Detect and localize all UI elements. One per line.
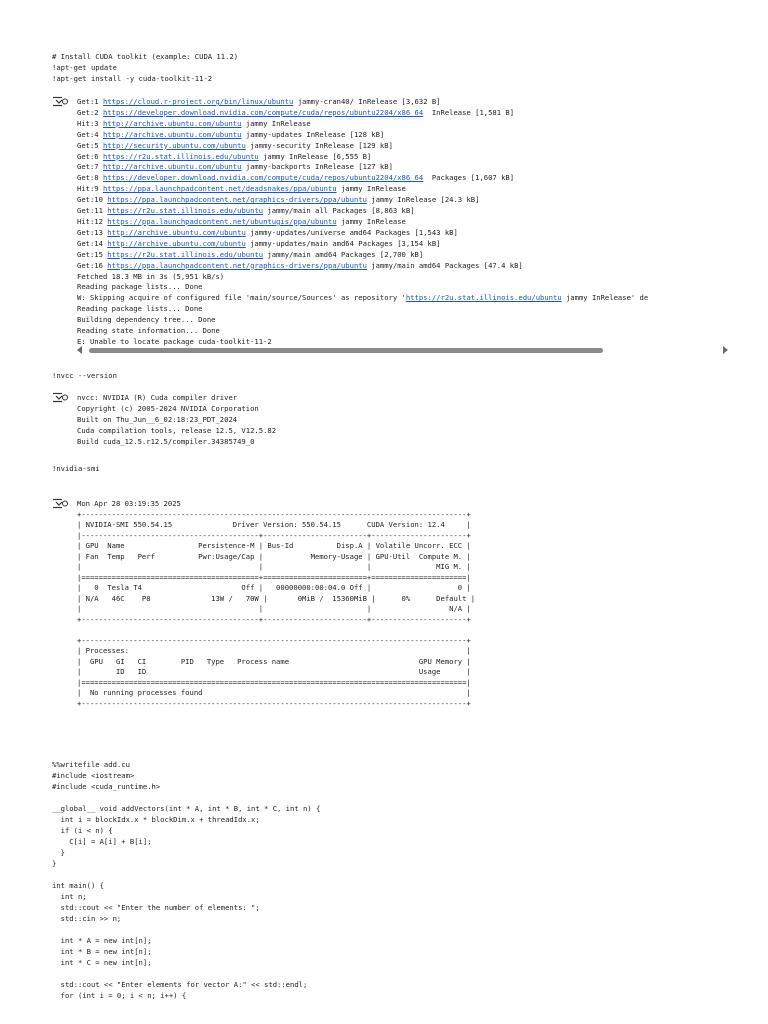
output-line-text: Get:16 bbox=[77, 260, 108, 270]
output-line-text: Get:15 bbox=[77, 249, 108, 259]
output-line-text: E: Unable to locate package cuda-toolkit-11-2 bbox=[77, 336, 272, 346]
output-text: nvcc: NVIDIA (R) Cuda compiler driver Copyright (c) 2005-2024 NVIDIA Corporation Built on Thu_Jun__6_02:18:23_PDT_2024 Cuda compilation tools, release 12.5, V12.5.82 Build cuda_12.5.r12.5/compiler.34385749_0 bbox=[77, 393, 277, 446]
output-line bbox=[77, 141, 648, 152]
output-line bbox=[77, 108, 648, 119]
output-line bbox=[77, 304, 648, 315]
output-horizontal-scrollbar[interactable] bbox=[77, 345, 728, 355]
output-line-text: jammy InRelease [24.3 kB] bbox=[366, 195, 480, 205]
output-line-text: Get:1 bbox=[77, 97, 103, 106]
output-line-link[interactable]: http://archive.ubuntu.com/ubuntu bbox=[102, 129, 242, 139]
output-line-link[interactable]: https://ppa.launchpadcontent.net/deadsnakes/ppa/ubuntu bbox=[102, 184, 337, 194]
nvidia-smi-table: Mon Apr 28 03:19:35 2025 +-----------------------------------------------------------------------------------------+ | NVIDIA-SMI 550.54.15 Driver Version: 550.54.15 CUDA Version: 12.4 | |-----------------------------------------+------------------------+----------------------+ | GPU Name Persistence-M | Bus-Id Disp.A | Volatile Uncorr. ECC | | Fan Temp Perf Pwr:Usage/Cap | Memory-Usage | GPU-Util Compute M. | | | | MIG M. | |=========================================+========================+======================| | 0 Tesla T4 Off | 00000000:00:04.0 Off | 0 | | N/A 46C P8 13W / 70W | 0MiB / 15360MiB | 0% Default | | | | N/A | +-----------------------------------------+------------------------+----------------------+ +-----------------------------------------------------------------------------------------+ | Processes: | | GPU GI CI PID Type Process name GPU Memory | | ID ID Usage | |=========================================================================================| | No running processes found | +-----------------------------------------------------------------------------------------+ bbox=[77, 499, 476, 708]
output-line-link[interactable]: http://security.ubuntu.com/ubuntu bbox=[102, 140, 246, 150]
output-line bbox=[77, 250, 648, 261]
output-toggle-icon[interactable] bbox=[52, 498, 68, 509]
output-line-text: jammy/main amd64 Packages [2,700 kB] bbox=[263, 249, 424, 259]
output-line-text: Get:11 bbox=[77, 206, 108, 216]
output-line-link[interactable]: https://developer.download.nvidia.com/compute/cuda/repos/ubuntu2204/x86_64 bbox=[102, 107, 424, 117]
output-toggle-icon[interactable] bbox=[52, 392, 68, 403]
output-line bbox=[77, 162, 648, 173]
output-line bbox=[77, 326, 648, 337]
code-cell-nvcc[interactable]: !nvcc --version bbox=[52, 371, 117, 380]
output-line-text: jammy InRelease [6,555 B] bbox=[258, 151, 372, 161]
output-line-link[interactable]: https://r2u.stat.illinois.edu/ubuntu bbox=[102, 151, 259, 161]
output-text bbox=[77, 97, 648, 348]
output-line-text: Get:13 bbox=[77, 227, 108, 237]
output-line-text: jammy/main all Packages [8,863 kB] bbox=[263, 206, 415, 216]
output-line-text: jammy-cran40/ InRelease [3,632 B] bbox=[293, 97, 441, 106]
output-line-text: jammy-updates/universe amd64 Packages [1,543 kB] bbox=[245, 227, 458, 237]
output-line-text: Get:5 bbox=[77, 140, 103, 150]
output-line bbox=[77, 272, 648, 283]
output-line-text: Get:6 bbox=[77, 151, 103, 161]
output-line-text: Get:4 bbox=[77, 129, 103, 139]
output-line-text: jammy InRelease' de bbox=[561, 293, 649, 303]
output-line-text: jammy InRelease bbox=[336, 184, 406, 194]
output-line-text: Hit:3 bbox=[77, 118, 103, 128]
output-line-link[interactable]: https://ppa.launchpadcontent.net/ubuntugis/ppa/ubuntu bbox=[107, 216, 337, 226]
output-line-text: Reading package lists... Done bbox=[77, 282, 203, 292]
output-line-link[interactable]: http://archive.ubuntu.com/ubuntu bbox=[102, 118, 242, 128]
output-line bbox=[77, 173, 648, 184]
output-line-text: Get:7 bbox=[77, 162, 103, 172]
output-line-text: Get:14 bbox=[77, 238, 108, 248]
output-line-link[interactable]: https://developer.download.nvidia.com/compute/cuda/repos/ubuntu2204/x86_64 bbox=[102, 173, 424, 183]
output-line-link[interactable]: http://archive.ubuntu.com/ubuntu bbox=[107, 238, 246, 248]
output-line bbox=[77, 293, 648, 304]
output-line-text: Reading package lists... Done bbox=[77, 304, 203, 314]
output-line bbox=[77, 195, 648, 206]
output-line bbox=[77, 239, 648, 250]
output-line-text: Hit:9 bbox=[77, 184, 103, 194]
code-cell-nvidia-smi[interactable]: !nvidia-smi bbox=[52, 464, 100, 473]
output-line bbox=[77, 184, 648, 195]
output-line bbox=[77, 261, 648, 272]
scroll-left-arrow-icon[interactable] bbox=[77, 346, 82, 354]
output-line-text: Get:10 bbox=[77, 195, 108, 205]
output-line-text: InRelease [1,581 B] bbox=[423, 107, 515, 117]
output-line-text: jammy-updates InRelease [128 kB] bbox=[241, 129, 385, 139]
output-line-link[interactable]: http://archive.ubuntu.com/ubuntu bbox=[107, 227, 246, 237]
output-line-text: jammy/main amd64 Packages [47.4 kB] bbox=[366, 260, 523, 270]
output-line-text: jammy InRelease bbox=[336, 216, 406, 226]
output-line-link[interactable]: https://r2u.stat.illinois.edu/ubuntu bbox=[405, 293, 562, 303]
output-line bbox=[77, 315, 648, 326]
output-line-text: Building dependency tree... Done bbox=[77, 315, 216, 325]
output-line-text: Packages [1,607 kB] bbox=[423, 173, 515, 183]
output-line-link[interactable]: http://archive.ubuntu.com/ubuntu bbox=[102, 162, 242, 172]
code-cell-add-cu[interactable]: %%writefile add.cu #include <iostream> #include <cuda_runtime.h> __global__ void addVectors(int * A, int * B, int * C, int n) { int i = blockIdx.x * blockDim.x + threadIdx.x; if (i < n) { C[i] = A[i] + B[i]; } } int main() { int n; std::cout << "Enter the number of elements: "; std::cin >> n; int * A = new int[n]; int * B = new int[n]; int * C = new int[n]; std::cout << "Enter elements for vector A:" << std::endl; for (int i = 0; i < n; i++) { bbox=[52, 760, 321, 1000]
output-line-text: Fetched 18.3 MB in 3s (5,951 kB/s) bbox=[77, 271, 225, 281]
output-line-link[interactable]: https://r2u.stat.illinois.edu/ubuntu bbox=[107, 206, 264, 216]
output-line-link[interactable]: https://r2u.stat.illinois.edu/ubuntu bbox=[107, 249, 264, 259]
output-line bbox=[77, 206, 648, 217]
scroll-right-arrow-icon[interactable] bbox=[723, 346, 728, 354]
output-toggle-icon[interactable] bbox=[52, 96, 68, 107]
output-line bbox=[77, 97, 648, 108]
output-line-link[interactable]: https://ppa.launchpadcontent.net/graphics-drivers/ppa/ubuntu bbox=[107, 195, 367, 205]
output-line bbox=[77, 119, 648, 130]
output-line-text: Hit:12 bbox=[77, 216, 108, 226]
output-line-text: jammy-backports InRelease [127 kB] bbox=[241, 162, 393, 172]
output-line-text: jammy-security InRelease [129 kB] bbox=[245, 140, 393, 150]
output-line-text: Get:2 bbox=[77, 107, 103, 117]
output-line-link[interactable]: https://cloud.r-project.org/bin/linux/ubuntu bbox=[102, 97, 294, 106]
output-line-text: Get:8 bbox=[77, 173, 103, 183]
output-line-text: W: Skipping acquire of configured file 'main/source/Sources' as repository ' bbox=[77, 293, 406, 303]
output-line bbox=[77, 152, 648, 163]
output-line-text: jammy-updates/main amd64 Packages [3,154 kB] bbox=[245, 238, 441, 248]
output-line bbox=[77, 282, 648, 293]
output-line bbox=[77, 130, 648, 141]
output-line-text: Reading state information... Done bbox=[77, 326, 220, 336]
output-line-link[interactable]: https://ppa.launchpadcontent.net/graphics-drivers/ppa/ubuntu bbox=[107, 260, 367, 270]
code-cell-install[interactable]: # Install CUDA toolkit (example: CUDA 11.2) !apt-get update !apt-get install -y cuda-toolkit-11-2 bbox=[52, 52, 239, 83]
output-line bbox=[77, 217, 648, 228]
output-line-text: jammy InRelease bbox=[241, 118, 311, 128]
output-line bbox=[77, 228, 648, 239]
scrollbar-thumb[interactable] bbox=[89, 348, 603, 353]
